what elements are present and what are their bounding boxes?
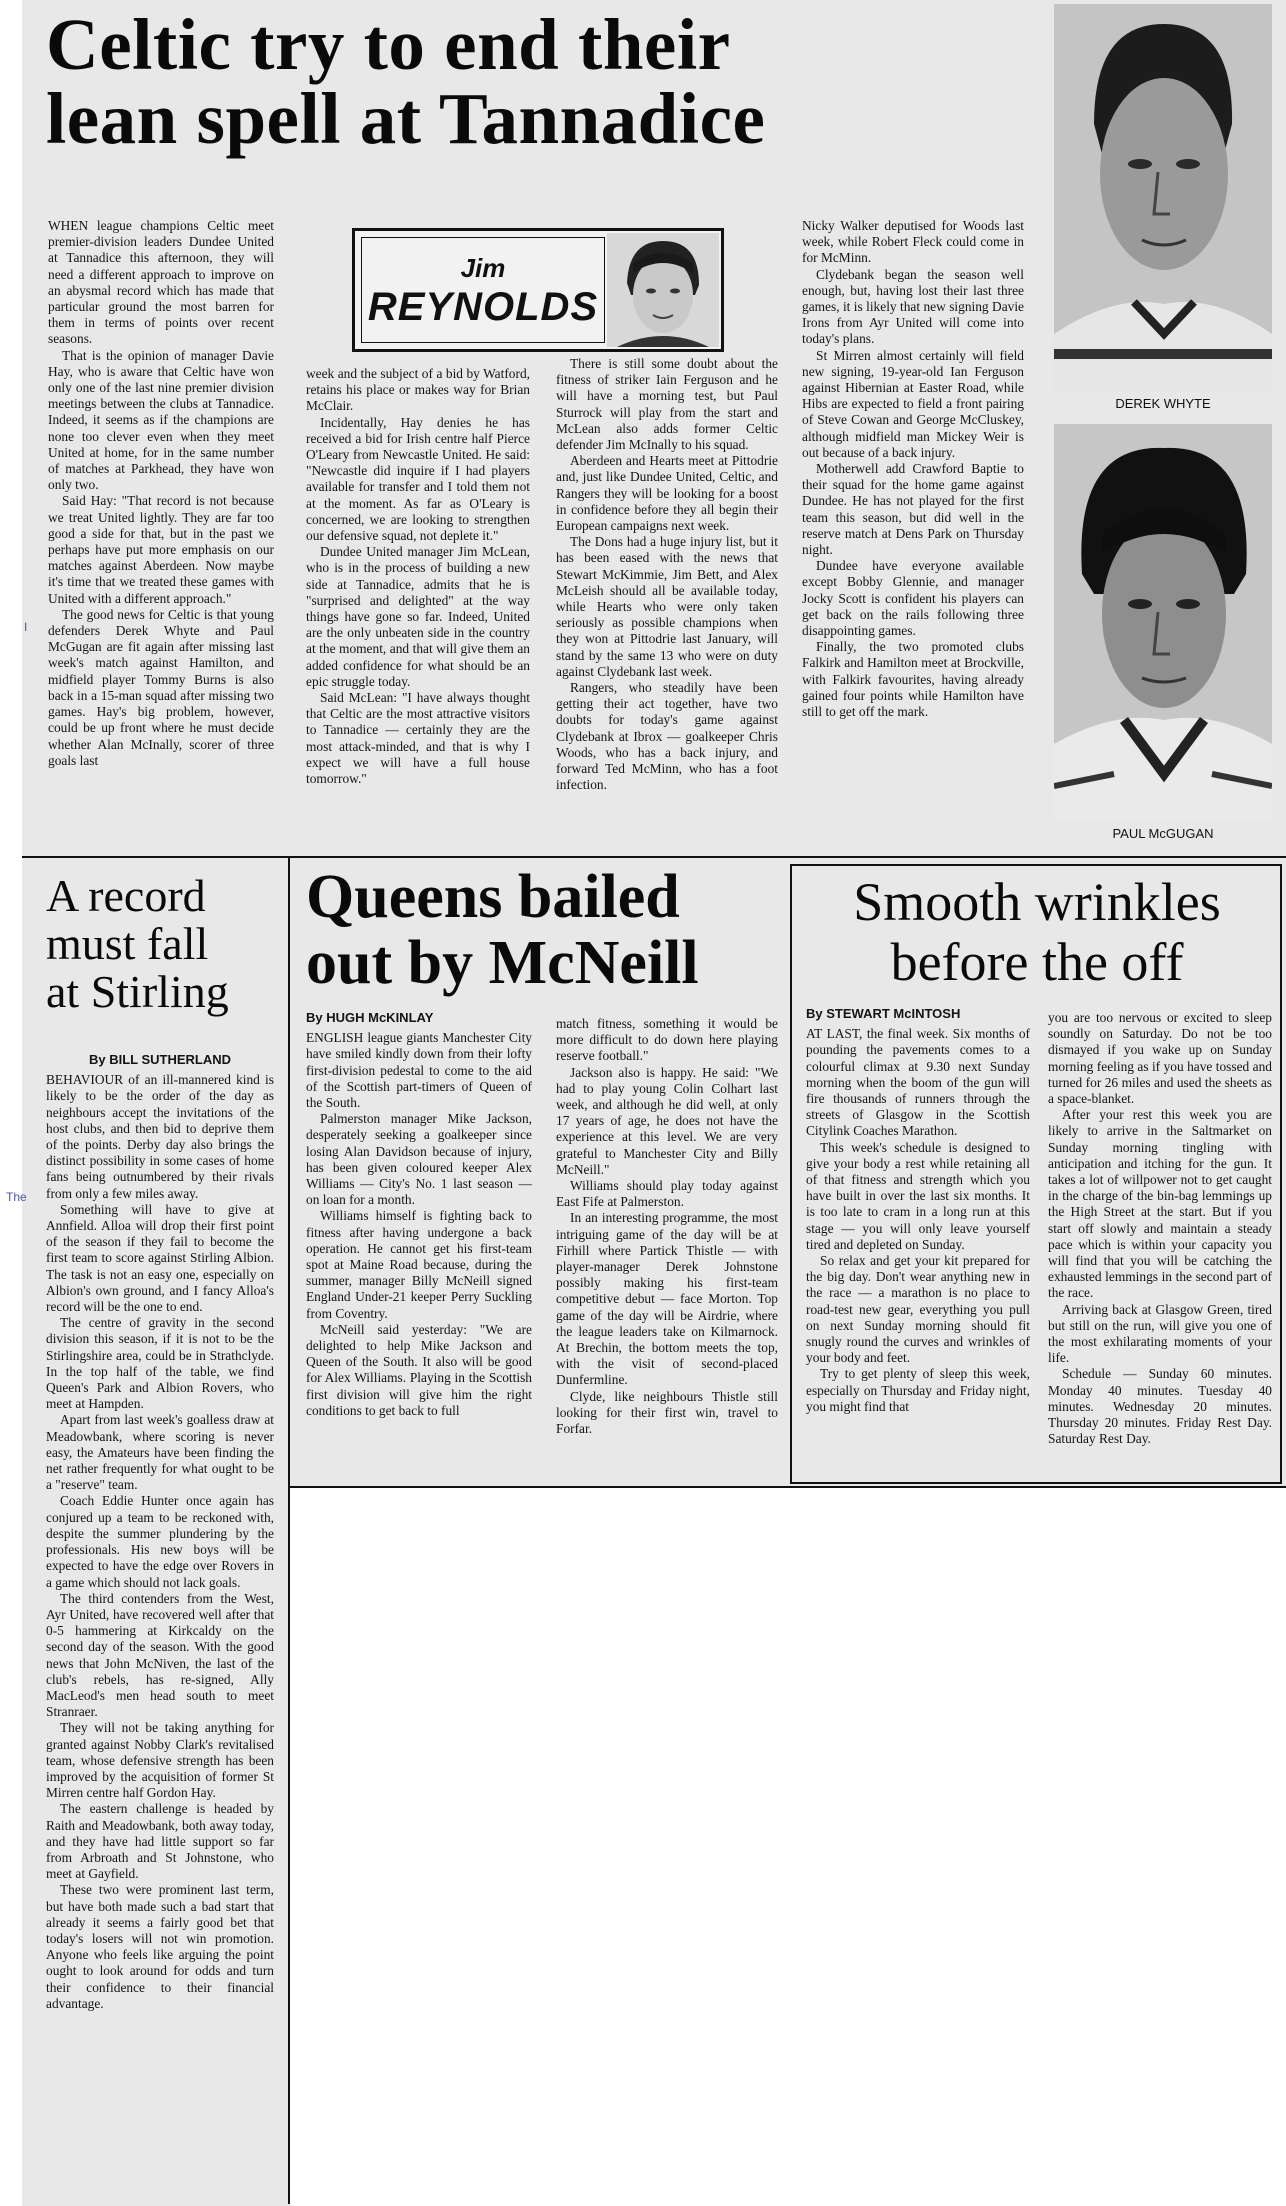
wrinkles-column-1 (806, 1006, 1030, 1478)
stirling-p4: Apart from last week's goalless draw at Meadowbank, where scoring is never easy, the Amateurs have been finding the net rather frequently for what ought to be a "reserve" team. (46, 1412, 274, 1493)
column-rule-1 (288, 858, 290, 2204)
main-c4-p2: Clydebank began the season well enough, but, having lost their last three games, it is likely that new signing Davie Irons from Ayr United will come into today's plans. (802, 266, 1024, 347)
columnist-first-name: Jim (460, 253, 506, 283)
stirling-body (46, 1046, 274, 2200)
stirling-headline-line-2: must fall (46, 918, 209, 969)
columnist-last-name: REYNOLDS (367, 285, 599, 329)
queens-c2-p3: Williams should play today against East Fife at Palmerston. (556, 1178, 778, 1210)
main-c4-p3: St Mirren almost certainly will field new signing, 19-year-old Ian Ferguson against Hibernian at Easter Road, while Hibs are expected to field a front pairing of Steve Cowan and George McCluskey, although midfield man Mickey Weir is out because of a back injury. (802, 347, 1024, 460)
queens-column-2 (556, 1016, 778, 1482)
main-c2-p1: week and the subject of a bid by Watford, retains his place or makes way for Brian McClair. (306, 366, 530, 414)
main-c3-p3: The Dons had a huge injury list, but it has been eased with the news that Stewart McKimmie, Jim Bett, and Alex McLeish should all be available today, while Hearts who were only taken seriously as possible champions when they won at Pittodrie last January, will stand by the same 13 who were on duty against Clydebank last week. (556, 534, 778, 679)
derek-whyte-caption: DEREK WHYTE (1115, 396, 1211, 411)
stirling-p3: The centre of gravity in the second division this season, if it is not to be the Stirlingshire area, could be in Strathclyde. In the top half of the table, we find Queen's Park and Albion Rovers, who meet at Hampden. (46, 1315, 274, 1412)
derek-whyte-photo (1054, 4, 1272, 392)
main-column-4 (802, 218, 1024, 854)
main-c2-p3: Dundee United manager Jim McLean, who is in the process of building a new side at Tannadice, admits that he is "surprised and delighted" at the way things have gone so far. Indeed, United are the only unbeaten side in the country at the moment, and that will give them an added confidence for what should be an epic struggle today. (306, 544, 530, 689)
main-c3-p2: Aberdeen and Hearts meet at Pittodrie and, just like Dundee United, Celtic, and Rangers they will be looking for a boost in confidence before they all begin their European campaigns next week. (556, 453, 778, 534)
wrinkles-c2-p2: After your rest this week you are likely to arrive in the Saltmarket on Sunday morning tingling with anticipation and itching for the gun. It takes a lot of willpower not to get caught in the charge of the bin-bag lemmings up the High Street at the start. But if you start off slowly and maintain a steady pace which is within your capacity you will find that you will be catching the exhausted lemmings in the second part of the race. (1048, 1107, 1272, 1301)
wrinkles-c1-p2: This week's schedule is designed to give your body a rest while retaining all of that fitness and strength which you have built in over the last six months. It is too late to cram in a long run at this stage — you will only leave yourself tired and depleted on Sunday. (806, 1139, 1030, 1252)
queens-byline: By HUGH McKINLAY (306, 1010, 434, 1025)
derek-whyte-drawing (1054, 4, 1272, 392)
main-c4-p1: Nicky Walker deputised for Woods last week, while Robert Fleck could come in for McMinn. (802, 218, 1024, 266)
stirling-p1: BEHAVIOUR of an ill-mannered kind is likely to be the order of the day as neighbours accept the invitations of the host clubs, and then bid to deprive them of the points. Derby day also brings the distinct possibility in some cases of home fans being outnumbered by their rivals from only a few miles away. (46, 1072, 274, 1201)
columnist-portrait (607, 233, 719, 347)
wrinkles-headline (800, 872, 1274, 992)
main-c2-p2: Incidentally, Hay denies he has received a bid for Irish centre half Pierce O'Leary from Newcastle United. He said: "Newcastle did inquire if I had players available for transfer and I told them not at the moment. As far as O'Leary is concerned, we are looking to strengthen our defensive squad, not deplete it." (306, 414, 530, 544)
stirling-p5: Coach Eddie Hunter once again has conjured up a team to be reckoned with, despite the summer plundering by the professionals. His new boys will be expected to have the edge over Rovers in a game which should not lack goals. (46, 1493, 274, 1590)
main-column-2 (306, 366, 530, 854)
queens-c2-p1: match fitness, something it would be more difficult to do down here playing reserve football." (556, 1016, 778, 1064)
main-c1-p1: WHEN league champions Celtic meet premier-division leaders Dundee United at Tannadice this afternoon, they will need a different approach to improve on an abysmal record which has made that particular ground the most barren for them in terms of points over recent seasons. (48, 218, 274, 347)
stirling-p9: These two were prominent last term, but have both made such a bad start that already it seems a fairly good bet that today's losers will not win promotion. Anyone who feels like arguing the point ought to look around for odds and turn their confidence to their financial advantage. (46, 1882, 274, 2011)
wrinkles-c2-p3: Arriving back at Glasgow Green, tired but still on the run, will give you one of the most exhilarating moments of your life. (1048, 1301, 1272, 1366)
paul-mcgugan-drawing (1054, 424, 1272, 822)
queens-column-1 (306, 1010, 532, 1482)
main-c1-p2: That is the opinion of manager Davie Hay, who is aware that Celtic have won only one of the last nine premier division meetings between the clubs at Tannadice. Indeed, it seems as if the champions are none too clever even when they meet United at home, for in the same number of matches at Parkhead, they have won only two. (48, 347, 274, 493)
main-c1-p3: Said Hay: "That record is not because we treat United lightly. They are far too good a side for that, but in the past we perhaps have put more emphasis on our matches against Aberdeen. Now maybe it's time that we treated these games with United with a different approach." (48, 493, 274, 606)
wrinkles-c1-p1: AT LAST, the final week. Six months of pounding the pavements comes to a colourful climax at 9.30 next Sunday morning when the boom of the gun will fire thousands of runners through the streets of Glasgow in the Scottish Citylink Coaches Marathon. (806, 1026, 1030, 1139)
queens-headline-line-1: Queens bailed (306, 863, 680, 931)
wrinkles-c2-p4: Schedule — Sunday 60 minutes. Monday 40 minutes. Tuesday 40 minutes. Wednesday 20 minutes. Thursday 20 minutes. Friday Rest Day. Saturday Rest Day. (1048, 1366, 1272, 1447)
section-divider-bottom (290, 1486, 1286, 1488)
queens-c2-p4: In an interesting programme, the most intriguing game of the day will be at Firhill where Partick Thistle — with player-manager Derek Johnstone possibly making his first-team competitive debut — face Morton. Top game of the day will be Airdrie, where the league leaders take on Kilmarnock. At Brechin, the bottom meets the top, with the visit of second-placed Dunfermline. (556, 1210, 778, 1388)
margin-note-2: The (6, 1190, 27, 1204)
main-c4-p6: Finally, the two promoted clubs Falkirk and Hamilton meet at Brockville, with Falkirk favourites, having already gained four points while Hamilton have still to get off the mark. (802, 639, 1024, 720)
columnist-box (352, 228, 724, 352)
queens-c1-p3: Williams himself is fighting back to fitness after having undergone a back operation. He cannot get his first-team spot at Maine Road because, during the summer, manager Billy McNeill signed England Under-21 keeper Perry Suckling from Coventry. (306, 1208, 532, 1321)
stirling-headline-line-3: at Stirling (46, 966, 229, 1017)
stirling-headline (46, 872, 286, 1016)
queens-c2-p5: Clyde, like neighbours Thistle still looking for their first win, travel to Forfar. (556, 1388, 778, 1437)
main-c3-p1: There is still some doubt about the fitness of striker Iain Ferguson and he will have a morning test, but Paul Sturrock will play from the start and McLean also adds former Celtic defender Jim McInally to his squad. (556, 356, 778, 453)
main-c1-p4: The good news for Celtic is that young defenders Derek Whyte and Paul McGugan are fit again after missing last week's match against Hamilton, and midfield player Tommy Burns is also back in a 15-man squad after missing two games. Hay's big problem, however, could be up front where he must decide whether Alan McInally, scorer of three goals last (48, 606, 274, 768)
wrinkles-column-2 (1048, 1010, 1272, 1478)
wrinkles-c1-p4: Try to get plenty of sleep this week, especially on Thursday and Friday night, you might find that (806, 1366, 1030, 1414)
main-c4-p4: Motherwell add Crawford Baptie to their squad for the home game against Dundee. He has not played for the first team this season, but did well in the reserve match at Dens Park on Thursday night. (802, 461, 1024, 558)
main-headline (46, 4, 1046, 160)
stirling-p8: The eastern challenge is headed by Raith and Meadowbank, both away today, and they have had little support so far from Arbroath and St Johnstone, who meet at Gayfield. (46, 1801, 274, 1882)
queens-headline (306, 864, 786, 996)
main-headline-line-1: Celtic try to end their (46, 4, 731, 85)
margin-note-1: I (24, 620, 28, 634)
wrinkles-headline-line-1: Smooth wrinkles (853, 872, 1221, 932)
wrinkles-c1-p3: So relax and get your kit prepared for the big day. Don't wear anything new in the race — a marathon is no place to road-test new gear, everything you pull on next Sunday morning should fit snugly round the curves and wrinkles of your body and feet. (806, 1253, 1030, 1366)
section-divider-top (22, 856, 1286, 858)
queens-c1-p1: ENGLISH league giants Manchester City have smiled kindly down from their lofty first-division pedestal to come to the aid of the Scottish part-timers of Queen of the South. (306, 1030, 532, 1111)
main-column-1 (48, 218, 274, 854)
main-headline-line-2: lean spell at Tannadice (46, 78, 766, 160)
wrinkles-byline: By STEWART McINTOSH (806, 1006, 961, 1021)
main-c4-p5: Dundee have everyone available except Bobby Glennie, and manager Jocky Scott is confident his players can get back on the rails following three disappointing games. (802, 558, 1024, 639)
columnist-portrait-drawing (607, 233, 719, 347)
queens-c1-p4: McNeill said yesterday: "We are delighted to help Mike Jackson and Queen of the South. It also will be good for Alex Williams. Playing in the Scottish first division will give him the right conditions to get back to full (306, 1321, 532, 1418)
main-c3-p4: Rangers, who steadily have been getting their act together, have two doubts for today's game against Clydebank at Ibrox — goalkeeper Chris Woods, who has a back injury, and forward Ted McMinn, who has a foot infection. (556, 680, 778, 793)
stirling-p7: They will not be taking anything for granted against Nobby Clark's revitalised team, whose defensive strength has been improved by the acquisition of former St Mirren centre half Gordon Hay. (46, 1720, 274, 1801)
stirling-p6: The third contenders from the West, Ayr United, have recovered well after that 0-5 hammering at Kirkcaldy on the second day of the season. With the good news that John McNiven, the last of the club's rebels, has re-signed, Ally MacLeod's men head south to meet Stranraer. (46, 1590, 274, 1720)
stirling-p2: Something will have to give at Annfield. Alloa will drop their first point of the season if they fail to become the first team to score against Stirling Albion. The task is not an easy one, especially on Albion's own ground, and I fancy Alloa's record will be the one to end. (46, 1201, 274, 1315)
main-column-3 (556, 356, 778, 854)
wrinkles-c2-p1: you are too nervous or excited to sleep soundly on Saturday. Do not be too dismayed if you wake up on Sunday morning feeling as if you have tossed and turned for 26 miles and used the sheets as a space-blanket. (1048, 1010, 1272, 1107)
stirling-headline-line-1: A record (46, 870, 206, 921)
stirling-byline: By BILL SUTHERLAND (88, 1052, 232, 1067)
paul-mcgugan-caption: PAUL McGUGAN (1112, 826, 1214, 841)
wrinkles-headline-line-2: before the off (890, 932, 1184, 992)
queens-headline-line-2: out by McNeill (306, 929, 699, 997)
main-c2-p4: Said McLean: "I have always thought that Celtic are the most attractive visitors to Tannadice — certainly they are the most attack-minded, and that is why I expect we will have a full house tomorrow." (306, 690, 530, 787)
queens-c2-p2: Jackson also is happy. He said: "We had to play young Colin Colhart last week, and although he did well, at only 17 years of age, he does not have the experience at this level. We are very grateful to Manchester City and Billy McNeill." (556, 1064, 778, 1177)
queens-c1-p2: Palmerston manager Mike Jackson, desperately seeking a goalkeeper since losing Alan Davidson because of injury, has been given coloured keeper Alex Williams — City's No. 1 last season — on loan for a month. (306, 1111, 532, 1208)
paul-mcgugan-photo (1054, 424, 1272, 822)
